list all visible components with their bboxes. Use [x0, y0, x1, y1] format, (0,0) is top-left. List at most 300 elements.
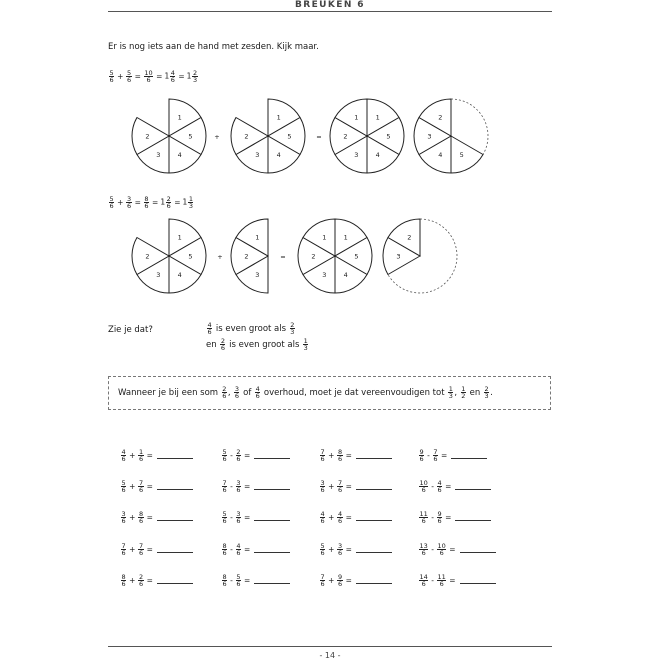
- see-line-1: [206, 322, 296, 335]
- fraction: [337, 511, 342, 524]
- fraction: [138, 480, 143, 493]
- numerator: 4: [437, 479, 442, 487]
- answer-blank[interactable]: [455, 514, 491, 521]
- equals-sign: =: [146, 544, 153, 554]
- answer-blank[interactable]: [356, 546, 392, 553]
- numerator: 5: [109, 195, 114, 203]
- denominator: 6: [236, 486, 241, 494]
- numerator: 1: [188, 195, 193, 203]
- equals-sign: =: [345, 575, 352, 585]
- denominator: 6: [337, 455, 343, 463]
- operator: =: [134, 197, 141, 207]
- sector-label: 3: [156, 270, 161, 279]
- rule-text: [118, 386, 493, 399]
- exercise-item: [221, 543, 290, 556]
- exercise-item: [120, 449, 193, 462]
- numerator: 4: [337, 510, 343, 518]
- denominator: 3: [448, 392, 453, 400]
- pie-1d: [414, 99, 488, 173]
- fraction: [138, 543, 143, 556]
- sector-label: 3: [354, 150, 359, 159]
- see-line-2: [206, 338, 309, 351]
- fraction: [437, 480, 442, 493]
- sector-label: 2: [438, 113, 443, 122]
- answer-blank[interactable]: [356, 514, 392, 521]
- fraction: [437, 574, 446, 587]
- fraction: [303, 338, 308, 351]
- sector-label: 1: [322, 233, 327, 242]
- pie-1b: [231, 99, 305, 173]
- equals-sign: =: [146, 450, 153, 460]
- numerator: 9: [437, 510, 442, 518]
- numerator: 1: [448, 385, 453, 393]
- numerator: 11: [437, 573, 446, 581]
- operator: +: [129, 450, 136, 460]
- denominator: 6: [121, 486, 126, 494]
- operator: -: [431, 575, 434, 585]
- exercise-item: [221, 511, 290, 524]
- fraction: [337, 574, 342, 587]
- denominator: 6: [138, 455, 144, 463]
- sector-label: 4: [375, 150, 380, 159]
- fraction: [419, 511, 428, 524]
- exercise-item: [319, 480, 392, 493]
- page-header-title: BREUKEN 6: [295, 0, 365, 10]
- rule-text-5: .: [490, 388, 493, 398]
- numerator: 1: [461, 385, 466, 393]
- sector-label: 5: [354, 252, 359, 261]
- operator: -: [431, 512, 434, 522]
- fraction: [419, 574, 428, 587]
- numerator: 1: [138, 448, 144, 456]
- denominator: 3: [290, 328, 295, 336]
- denominator: 6: [421, 580, 426, 588]
- sector-label: 5: [188, 132, 193, 141]
- sector-label: 4: [438, 150, 443, 159]
- exercise-item: [418, 543, 496, 556]
- sector-label: 1: [343, 233, 348, 242]
- fraction: [220, 338, 225, 351]
- numerator: 8: [121, 573, 126, 581]
- sector-label: 4: [343, 270, 348, 279]
- fraction: [437, 511, 442, 524]
- fraction: [222, 480, 227, 493]
- exercise-item: [221, 449, 290, 462]
- equals-sign: =: [345, 512, 352, 522]
- denominator: 6: [222, 580, 227, 588]
- sector-label: 2: [311, 252, 316, 261]
- operator: +: [328, 481, 335, 491]
- numerator: 8: [337, 448, 343, 456]
- numerator: 3: [234, 385, 239, 393]
- denominator: 6: [236, 580, 241, 588]
- denominator: 6: [121, 580, 126, 588]
- numerator: 5: [236, 573, 241, 581]
- sector-label: 5: [386, 132, 391, 141]
- denominator: 6: [236, 517, 241, 525]
- equals-sign: =: [244, 575, 251, 585]
- fraction: [121, 574, 126, 587]
- denominator: 6: [421, 549, 426, 557]
- denominator: 6: [138, 580, 144, 588]
- denominator: 6: [138, 517, 144, 525]
- equals-sign: =: [316, 133, 322, 141]
- operator: =: [178, 71, 185, 81]
- denominator: 6: [337, 549, 343, 557]
- operator: -: [230, 481, 233, 491]
- fraction: [222, 386, 227, 399]
- exercise-item: [120, 480, 193, 493]
- exercise-item: [120, 574, 193, 587]
- sector-label: 2: [145, 252, 150, 261]
- fraction: [419, 449, 424, 462]
- numerator: 10: [144, 69, 153, 77]
- answer-blank[interactable]: [356, 483, 392, 490]
- denominator: 6: [236, 455, 241, 463]
- numerator: 2: [138, 573, 144, 581]
- denominator: 6: [126, 202, 132, 210]
- numerator: 5: [222, 510, 227, 518]
- operator: =: [156, 71, 163, 81]
- numerator: 2: [220, 337, 225, 345]
- fraction: [448, 386, 453, 399]
- fraction: [337, 480, 342, 493]
- denominator: 6: [207, 328, 212, 336]
- numerator: 14: [419, 573, 428, 581]
- sector-label: 3: [255, 270, 260, 279]
- pie-2a: [132, 219, 206, 293]
- fraction: [138, 511, 143, 524]
- numerator: 4: [121, 448, 126, 456]
- operator: +: [328, 575, 335, 585]
- exercise-item: [319, 511, 392, 524]
- rule-text-1: Wanneer je bij een som: [118, 388, 221, 398]
- answer-blank[interactable]: [157, 514, 193, 521]
- sector-label: 4: [276, 150, 281, 159]
- denominator: 6: [437, 517, 442, 525]
- see-line-2-text: is even groot als: [226, 340, 303, 350]
- rule-text-2: of: [240, 388, 255, 398]
- sector-label: 5: [287, 132, 292, 141]
- numerator: 4: [207, 321, 212, 329]
- exercise-item: [120, 511, 193, 524]
- sector-label: 2: [244, 132, 249, 141]
- numerator: 13: [419, 542, 428, 550]
- equals-sign: =: [244, 450, 251, 460]
- denominator: 6: [166, 202, 171, 210]
- operator: +: [129, 575, 136, 585]
- denominator: 6: [320, 486, 325, 494]
- denominator: 2: [461, 392, 466, 400]
- whole-number: 1: [164, 71, 170, 81]
- fraction: [255, 386, 260, 399]
- fraction: [222, 574, 227, 587]
- denominator: 6: [337, 580, 343, 588]
- denominator: 6: [220, 344, 225, 352]
- numerator: 5: [320, 542, 325, 550]
- sector-label: 1: [354, 113, 359, 122]
- sector-label: 3: [156, 150, 161, 159]
- operator: =: [134, 71, 141, 81]
- denominator: 6: [109, 76, 114, 84]
- exercise-item: [319, 449, 392, 462]
- denominator: 6: [421, 486, 426, 494]
- numerator: 4: [255, 385, 260, 393]
- exercise-item: [221, 480, 290, 493]
- whole-number: 1: [160, 197, 166, 207]
- equals-sign: =: [244, 544, 251, 554]
- answer-blank[interactable]: [254, 483, 290, 490]
- operator: +: [328, 544, 335, 554]
- operator: -: [431, 481, 434, 491]
- exercise-item: [418, 449, 487, 462]
- denominator: 6: [236, 549, 241, 557]
- sector-label: 1: [177, 113, 182, 122]
- numerator: 3: [236, 510, 241, 518]
- numerator: 5: [109, 69, 114, 77]
- numerator: 2: [484, 385, 489, 393]
- fraction: [138, 574, 143, 587]
- fraction: [337, 449, 342, 462]
- sector-label: 1: [177, 233, 182, 242]
- equals-sign: =: [441, 450, 448, 460]
- fraction: [290, 322, 295, 335]
- denominator: 6: [138, 549, 144, 557]
- fraction: [121, 543, 126, 556]
- numerator: 1: [303, 337, 308, 345]
- numerator: 11: [419, 510, 428, 518]
- fraction: [222, 543, 227, 556]
- answer-blank[interactable]: [455, 483, 491, 490]
- plus-sign: +: [217, 253, 223, 261]
- fraction: [461, 386, 466, 399]
- denominator: 6: [222, 486, 227, 494]
- numerator: 9: [337, 573, 343, 581]
- denominator: 6: [222, 455, 227, 463]
- denominator: 6: [222, 517, 227, 525]
- fraction: [121, 449, 126, 462]
- answer-blank[interactable]: [254, 577, 290, 584]
- operator: -: [230, 512, 233, 522]
- rule-text-4: en: [466, 388, 483, 398]
- operator: +: [328, 512, 335, 522]
- answer-blank[interactable]: [460, 546, 496, 553]
- sector-label: 5: [459, 150, 464, 159]
- equals-sign: =: [345, 481, 352, 491]
- numerator: 3: [126, 195, 132, 203]
- operator: +: [328, 450, 335, 460]
- exercise-item: [319, 543, 392, 556]
- sector-label: 2: [407, 233, 412, 242]
- numerator: 3: [236, 479, 241, 487]
- numerator: 3: [121, 510, 126, 518]
- denominator: 6: [421, 517, 426, 525]
- numerator: 7: [138, 542, 144, 550]
- exercise-item: [221, 574, 290, 587]
- exercise-item: [418, 574, 496, 587]
- numerator: 5: [222, 448, 227, 456]
- sector-label: 2: [343, 132, 348, 141]
- fraction: [236, 511, 241, 524]
- answer-blank[interactable]: [460, 577, 496, 584]
- footer-rule: [108, 646, 552, 647]
- operator: +: [117, 71, 124, 81]
- equals-sign: =: [244, 512, 251, 522]
- equals-sign: =: [146, 575, 153, 585]
- exercise-item: [418, 480, 491, 493]
- numerator: 7: [320, 573, 325, 581]
- fraction: [236, 574, 241, 587]
- numerator: 7: [433, 448, 438, 456]
- equals-sign: =: [244, 481, 251, 491]
- denominator: 6: [126, 76, 132, 84]
- pie-1c: [330, 99, 404, 173]
- answer-blank[interactable]: [157, 546, 193, 553]
- numerator: 9: [419, 448, 424, 456]
- answer-blank[interactable]: [451, 452, 487, 459]
- operator: -: [431, 544, 434, 554]
- denominator: 6: [419, 455, 424, 463]
- answer-blank[interactable]: [356, 452, 392, 459]
- fraction: [320, 511, 325, 524]
- operator: -: [230, 544, 233, 554]
- numerator: 2: [166, 195, 171, 203]
- numerator: 10: [437, 542, 446, 550]
- fraction: [207, 322, 212, 335]
- numerator: 4: [170, 69, 175, 77]
- fraction: [234, 386, 239, 399]
- exercise-item: [418, 511, 491, 524]
- denominator: 6: [320, 517, 325, 525]
- numerator: 2: [222, 385, 227, 393]
- pie-2d: [383, 219, 457, 293]
- sector-label: 1: [255, 233, 260, 242]
- sector-label: 3: [396, 252, 401, 261]
- denominator: 6: [222, 392, 227, 400]
- fraction: [433, 449, 438, 462]
- numerator: 7: [320, 448, 325, 456]
- exercise-item: [120, 543, 193, 556]
- fraction: [222, 511, 227, 524]
- numerator: 8: [144, 195, 149, 203]
- denominator: 6: [222, 549, 227, 557]
- denominator: 6: [320, 549, 325, 557]
- numerator: 7: [337, 479, 343, 487]
- fraction: [419, 480, 428, 493]
- denominator: 6: [138, 486, 144, 494]
- denominator: 6: [146, 76, 151, 84]
- numerator: 5: [121, 479, 126, 487]
- numerator: 7: [121, 542, 126, 550]
- rule-sep: ,: [227, 388, 234, 398]
- operator: =: [152, 197, 159, 207]
- sector-label: 3: [322, 270, 327, 279]
- denominator: 6: [320, 580, 325, 588]
- denominator: 6: [144, 202, 149, 210]
- answer-blank[interactable]: [157, 483, 193, 490]
- operator: +: [129, 481, 136, 491]
- fraction: [121, 511, 126, 524]
- fraction: [320, 574, 325, 587]
- whole-number: 1: [182, 197, 188, 207]
- fraction: [419, 543, 428, 556]
- sector-label: 4: [177, 270, 182, 279]
- plus-sign: +: [214, 133, 220, 141]
- answer-blank[interactable]: [254, 514, 290, 521]
- whole-number: 1: [186, 71, 192, 81]
- numerator: 5: [126, 69, 132, 77]
- fraction: [222, 449, 227, 462]
- answer-blank[interactable]: [157, 452, 193, 459]
- intro-text: Er is nog iets aan de hand met zesden. Kijk maar.: [108, 42, 319, 52]
- denominator: 6: [437, 486, 442, 494]
- operator: -: [427, 450, 430, 460]
- equals-sign: =: [345, 450, 352, 460]
- fraction: [320, 543, 325, 556]
- fraction: [337, 543, 342, 556]
- equals-sign: =: [449, 544, 456, 554]
- fraction: [320, 449, 325, 462]
- answer-blank[interactable]: [356, 577, 392, 584]
- denominator: 6: [234, 392, 239, 400]
- numerator: 2: [236, 448, 241, 456]
- equals-sign: =: [449, 575, 456, 585]
- equals-sign: =: [146, 512, 153, 522]
- fraction: [320, 480, 325, 493]
- pie-2b: [231, 219, 268, 293]
- denominator: 6: [121, 455, 126, 463]
- page-number: - 14 -: [319, 651, 341, 660]
- pie-sector: [451, 136, 483, 173]
- operator: -: [230, 575, 233, 585]
- equals-sign: =: [445, 512, 452, 522]
- fraction: [236, 449, 241, 462]
- sector-label: 2: [244, 252, 249, 261]
- see-line-1-text: is even groot als: [213, 324, 289, 334]
- fraction: [236, 543, 241, 556]
- operator: +: [129, 544, 136, 554]
- numerator: 7: [222, 479, 227, 487]
- sector-label: 1: [375, 113, 380, 122]
- equals-sign: =: [445, 481, 452, 491]
- answer-blank[interactable]: [254, 546, 290, 553]
- equals-sign: =: [345, 544, 352, 554]
- denominator: 3: [192, 76, 198, 84]
- numerator: 8: [222, 573, 227, 581]
- see-question: Zie je dat?: [108, 325, 153, 335]
- operator: +: [117, 197, 124, 207]
- numerator: 4: [236, 542, 241, 550]
- pie-1a: [132, 99, 206, 173]
- answer-blank[interactable]: [157, 577, 193, 584]
- fraction: [437, 543, 446, 556]
- operator: -: [230, 450, 233, 460]
- equals-sign: =: [280, 253, 286, 261]
- denominator: 6: [121, 549, 126, 557]
- numerator: 2: [290, 321, 295, 329]
- answer-blank[interactable]: [254, 452, 290, 459]
- denominator: 3: [188, 202, 193, 210]
- fraction: [121, 480, 126, 493]
- fraction: [236, 480, 241, 493]
- operator: +: [129, 512, 136, 522]
- numerator: 2: [192, 69, 198, 77]
- exercise-item: [319, 574, 392, 587]
- denominator: 3: [484, 392, 489, 400]
- numerator: 8: [138, 510, 144, 518]
- denominator: 6: [433, 455, 438, 463]
- operator: =: [174, 197, 181, 207]
